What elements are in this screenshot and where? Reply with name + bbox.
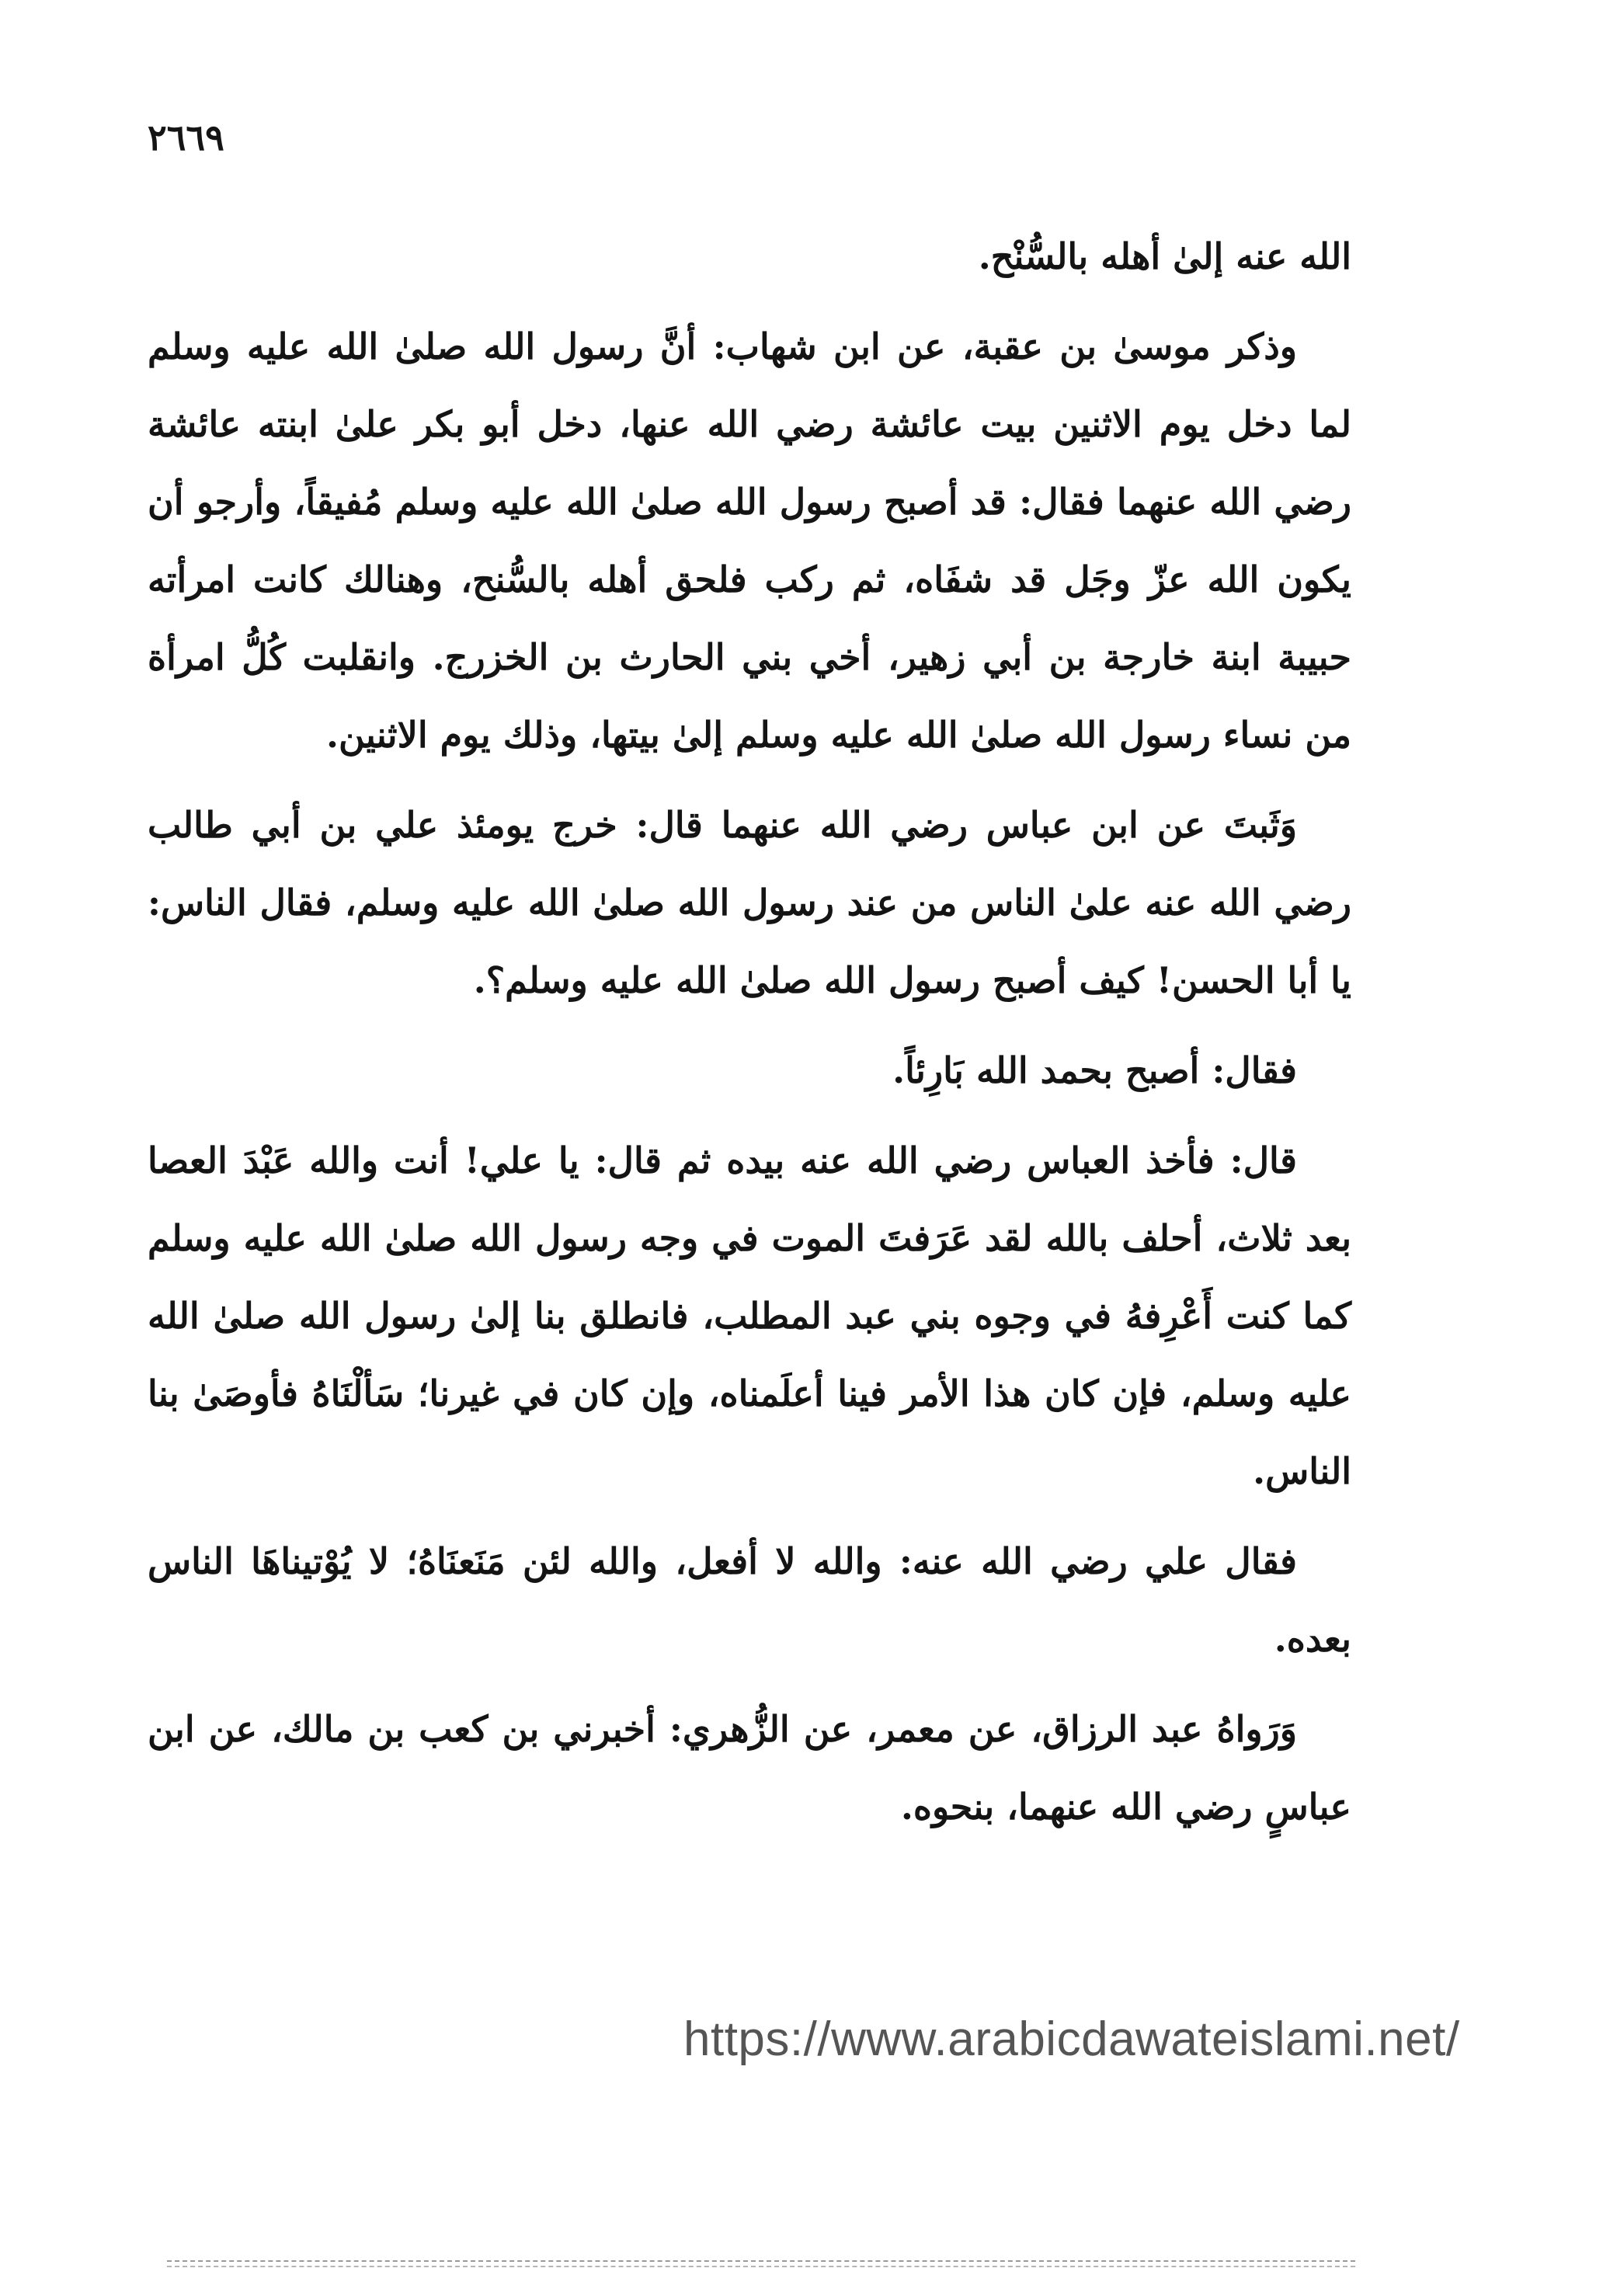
paragraph-2: وذكر موسىٰ بن عقبة، عن ابن شهاب: أنَّ رسول الله صلىٰ الله عليه وسلم لما دخل يوم الاثنين بيت عائشة رضي الله عنها، دخل أبو بكر علىٰ ابنته عائشة رضي الله عنهما فقال: قد أصبح رسول الله صلىٰ الله عليه وسلم مُفيقاً، وأرجو أن يكون الله عزّ وجَل قد شفَاه، ثم ركب فلحق أهله بالسُّنح، وهنالك كانت امرأته حبيبة ابنة خارجة بن أبي زهير، أخي بني الحارث بن الخزرج. وانقلبت كُلُّ امرأة من نساء رسول الله صلىٰ الله عليه وسلم إلىٰ بيتها، وذلك يوم الاثنين. — [148, 325, 1351, 756]
paragraph-1: الله عنه إلىٰ أهله بالسُّنْح. — [978, 235, 1351, 277]
paragraph-4: فقال: أصبح بحمد الله بَارِئاً. — [892, 1049, 1297, 1091]
page-number: ٢٦٦٩ — [148, 117, 224, 158]
paragraph-3: وَثَبتَ عن ابن عباس رضي الله عنهما قال: خرج يومئذ علي بن أبي طالب رضي الله عنه علىٰ الناس من عند رسول الله صلىٰ الله عليه وسلم، فقال الناس: يا أبا الحسن! كيف أصبح رسول الله صلىٰ الله عليه وسلم؟. — [148, 804, 1351, 1001]
watermark-url: https://www.arabicdawateislami.net/ — [683, 2012, 1460, 2066]
paragraph-5: قال: فأخذ العباس رضي الله عنه بيده ثم قال: يا علي! أنت والله عَبْدَ العصا بعد ثلاث، أحلف بالله لقد عَرَفتَ الموت في وجه رسول الله صلىٰ الله عليه وسلم كما كنت أَعْرِفهُ في وجوه بني عبد المطلب، فانطلق بنا إلىٰ رسول الله صلىٰ الله عليه وسلم، فإن كان هذا الأمر فينا أعلَمناه، وإن كان في غيرنا؛ سَألْنَاهُ فأوصَىٰ بنا الناس. — [148, 1139, 1351, 1492]
footer-divider — [167, 2260, 1355, 2267]
paragraph-7: وَرَواهُ عبد الرزاق، عن معمر، عن الزُّهري: أخبرني بن كعب بن مالك، عن ابن عباسٍ رضي الله عنهما، بنحوه. — [148, 1708, 1351, 1828]
body-text — [148, 217, 1351, 1858]
paragraph-6: فقال علي رضي الله عنه: والله لا أفعل، والله لئن مَنَعنَاهُ؛ لا يُوْتيناهَا الناس بعده. — [148, 1540, 1351, 1660]
